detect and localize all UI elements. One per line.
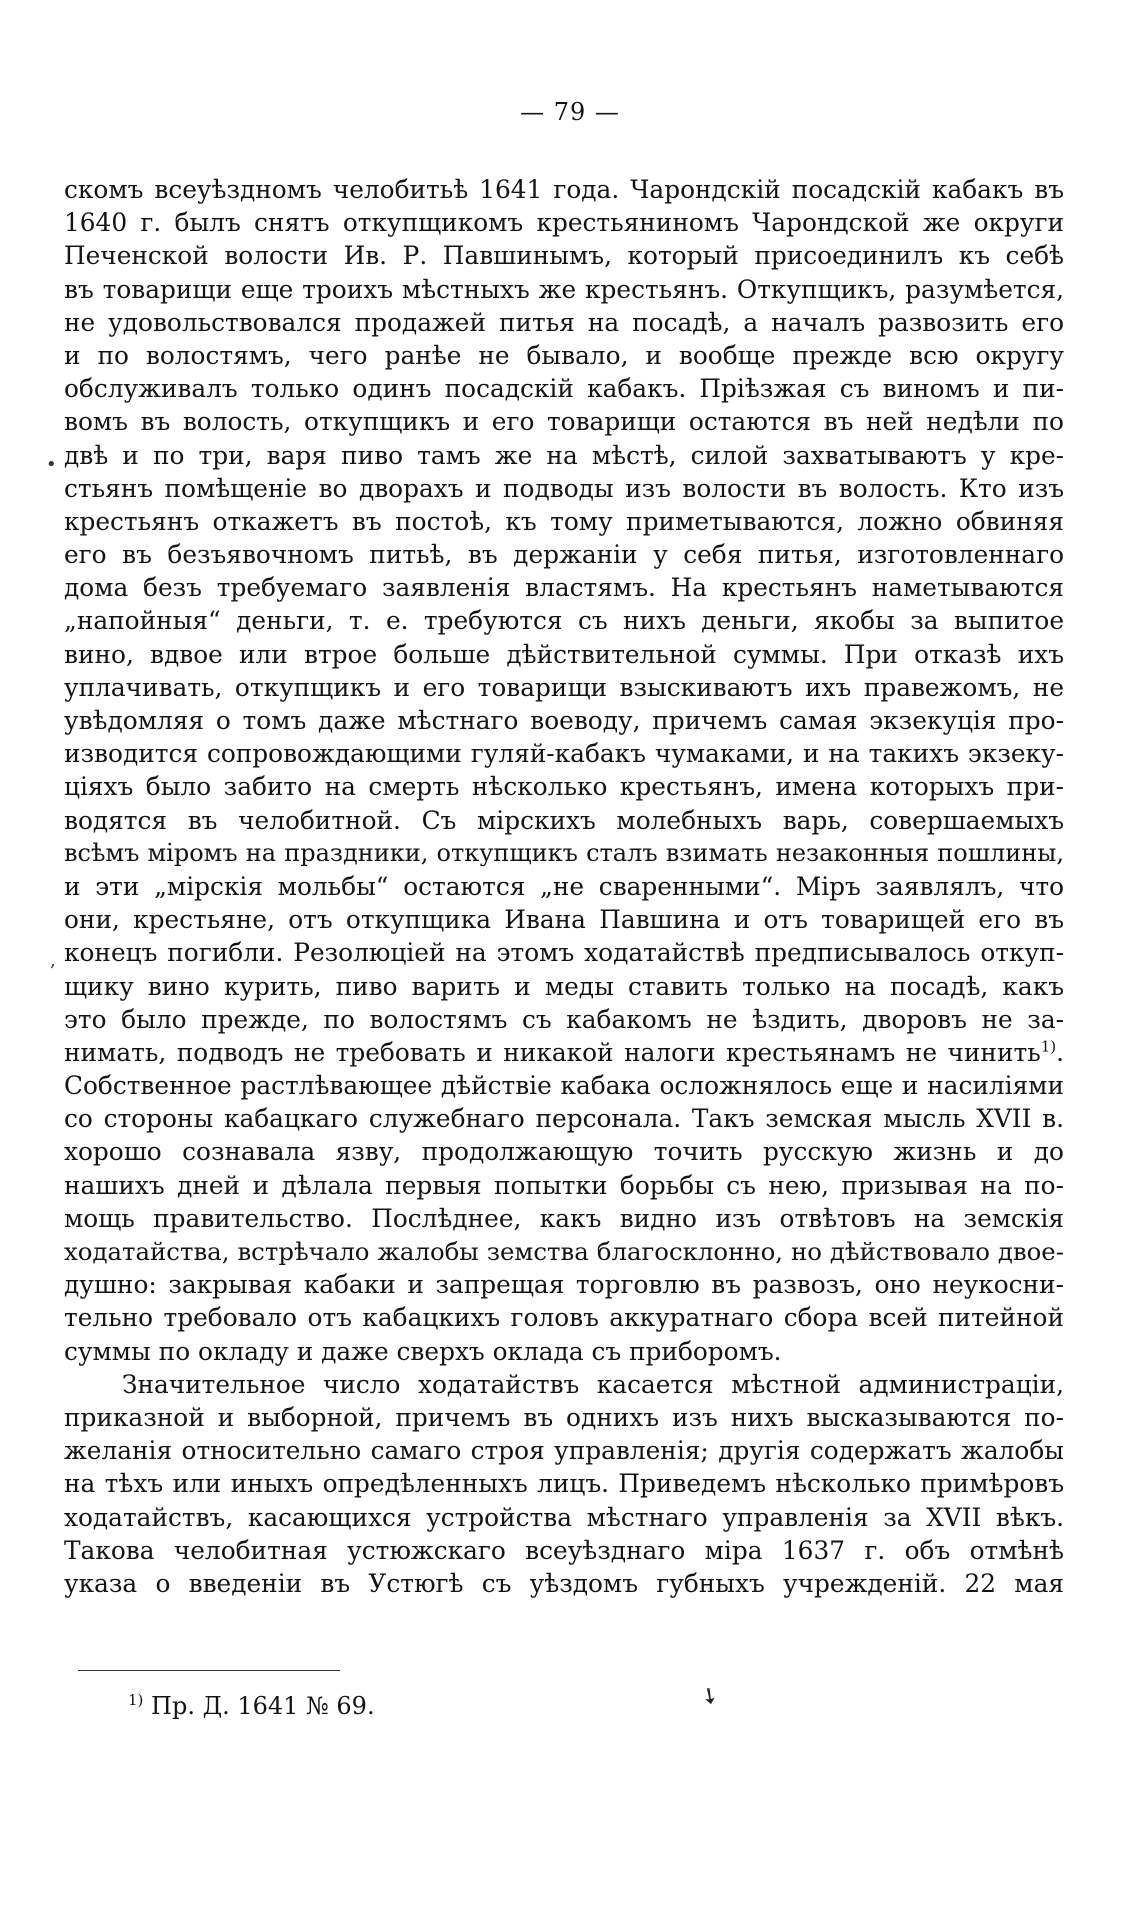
text-line [64, 1401, 1064, 1434]
text-line-tail: . [1056, 1037, 1064, 1067]
text-line-content: водятся въ челобитной. Съ мірскихъ молебныхъ варь, совершаемыхъ [64, 805, 1064, 835]
text-line [64, 1467, 1064, 1500]
text-line [64, 306, 1064, 339]
text-line [64, 206, 1064, 239]
text-line-content: стьянъ помѣщеніе во дворахъ и подводы изъ волости въ волость. Кто изъ [64, 473, 1064, 503]
text-line-content: мощь правительство. Послѣднее, какъ видно изъ отвѣтовъ на земскія [64, 1203, 1064, 1233]
text-line [64, 571, 1064, 604]
text-line [64, 870, 1064, 903]
text-line [64, 1235, 1064, 1268]
text-line-content: со стороны кабацкаго служебнаго персонала. Такъ земская мысль XVII в. [64, 1104, 1064, 1134]
text-line-content: 1640 г. былъ снятъ откупщикомъ крестьяниномъ Чарондской же округи [64, 208, 1064, 238]
text-line [64, 505, 1064, 538]
text-line-content: это было прежде, по волостямъ съ кабакомъ не ѣздить, дворовъ не за- [64, 1004, 1064, 1034]
text-line-content: конецъ погибли. Резолюціей на этомъ ходатайствѣ предписывалось откуп- [64, 938, 1064, 968]
margin-comma-mark: , [50, 950, 56, 971]
text-line-content: дома безъ требуемаго заявленія властямъ. На крестьянъ наметываются [64, 573, 1064, 603]
text-line-content: тельно требовало отъ кабацкихъ головъ аккуратнаго сбора всей питейной [64, 1303, 1064, 1333]
text-line-content: и по волостямъ, чего ранѣе не бывало, и вообще прежде всю округу [64, 340, 1064, 370]
text-line-content: ходатайства, встрѣчало жалобы земства благосклонно, но дѣйствовало двое- [64, 1237, 1064, 1266]
text-line-content: на тѣхъ или иныхъ опредѣленныхъ лицъ. Приведемъ нѣсколько примѣровъ [64, 1469, 1064, 1499]
text-line [64, 472, 1064, 505]
text-line [64, 239, 1064, 272]
text-line [64, 970, 1064, 1003]
text-line-content: Печенской волости Ив. Р. Павшинымъ, который присоединилъ къ себѣ [64, 241, 1064, 271]
text-line-content: и эти „мірскія мольбы“ остаются „не сваренными“. Міръ заявлялъ, что [64, 871, 1064, 901]
text-line-content: всѣмъ міромъ на праздники, откупщикъ сталъ взимать незаконныя пошлины, [64, 838, 1064, 867]
text-line-content: его въ безъявочномъ питьѣ, въ держаніи у себя питья, изготовленнаго [64, 540, 1064, 570]
text-line-content: желанія относительно самаго строя управленія; другія содержатъ жалобы [64, 1436, 1064, 1466]
text-line-content: увѣдомляя о томъ даже мѣстнаго воеводу, причемъ самая экзекуція про- [64, 706, 1064, 735]
text-line [64, 903, 1064, 936]
text-line [64, 837, 1064, 870]
text-line [64, 1003, 1064, 1036]
text-line [64, 1335, 1064, 1368]
text-line [64, 1102, 1064, 1135]
text-line-content: Собственное растлѣвающее дѣйствіе кабака осложнялось еще и насиліями [64, 1071, 1064, 1101]
text-line-content: изводится сопровождающими гуляй-кабакъ чумаками, и на такихъ экзеку- [64, 739, 1064, 769]
text-line [64, 1501, 1064, 1534]
text-line [64, 704, 1064, 737]
text-line [64, 1368, 1064, 1401]
text-line-content: не удовольствовался продажей питья на посадѣ, а началъ развозить его [64, 307, 1064, 337]
page-number: — 79 — [520, 98, 620, 126]
text-line-content: указа о введеніи въ Устюгѣ съ уѣздомъ губныхъ учрежденій. 22 мая [64, 1568, 1064, 1598]
text-line [64, 1268, 1064, 1301]
text-line-content: двѣ и по три, варя пиво тамъ же на мѣстѣ, силой захватываютъ у кре- [64, 440, 1064, 470]
footnote [128, 1690, 375, 1722]
text-line [64, 770, 1064, 803]
text-line [64, 604, 1064, 637]
text-line-content: ціяхъ было забито на смерть нѣсколько крестьянъ, имена которыхъ при- [64, 772, 1064, 802]
text-line [64, 339, 1064, 372]
text-line [64, 1069, 1064, 1102]
text-line [64, 1135, 1064, 1168]
text-line [64, 1301, 1064, 1334]
text-line [64, 372, 1064, 405]
text-line-content: приказной и выборной, причемъ въ однихъ изъ нихъ высказываются по- [64, 1402, 1064, 1432]
text-line-content: „напойныя“ деньги, т. е. требуются съ нихъ деньги, якобы за выпитое [64, 606, 1064, 636]
text-line-content: обслуживалъ только одинъ посадскій кабакъ. Пріѣзжая съ виномъ и пи- [64, 374, 1064, 404]
text-line-content: суммы по окладу и даже сверхъ оклада съ приборомъ. [64, 1336, 782, 1366]
text-line-content: душно: закрывая кабаки и запрещая торговлю въ развозъ, оно неукосни- [64, 1270, 1064, 1300]
footnote-text: Пр. Д. 1641 № 69. [143, 1692, 375, 1720]
text-line-content: щику вино курить, пиво варить и меды ставить только на посадѣ, какъ [64, 971, 1064, 1001]
text-line-content: ходатайствъ, касающихся устройства мѣстнаго управленія за XVII вѣкъ. [64, 1502, 1064, 1532]
footnote-marker: 1) [128, 1691, 144, 1709]
text-line-content: Такова челобитная устюжскаго всеуѣзднаго міра 1637 г. объ отмѣнѣ [64, 1535, 1064, 1565]
text-line-content: скомъ всеуѣздномъ челобитьѣ 1641 года. Чарондскій посадскій кабакъ въ [64, 175, 1064, 204]
text-line [64, 1434, 1064, 1467]
text-line [64, 173, 1064, 206]
text-line [64, 936, 1064, 969]
text-line [64, 538, 1064, 571]
text-line [64, 439, 1064, 472]
text-line-content: они, крестьяне, отъ откупщика Ивана Павшина и отъ товарищей его въ [64, 905, 1064, 935]
text-line-content: вино, вдвое или втрое больше дѣйствительной суммы. При отказѣ ихъ [64, 639, 1064, 669]
text-line-content: въ товарищи еще троихъ мѣстныхъ же крестьянъ. Откупщикъ, разумѣется, [64, 274, 1064, 304]
text-line [64, 1534, 1064, 1567]
text-line [64, 737, 1064, 770]
text-line [64, 405, 1064, 438]
margin-dot-mark: • [46, 454, 57, 475]
text-line-content: хорошо сознавала язву, продолжающую точить русскую жизнь и до [64, 1137, 1064, 1167]
text-line-content: вомъ въ волость, откупщикъ и его товарищи остаются въ ней недѣли по [64, 407, 1064, 437]
text-line [64, 1202, 1064, 1235]
text-line-content: нашихъ дней и дѣлала первыя попытки борьбы съ нею, призывая на по- [64, 1170, 1064, 1200]
stray-arrow-mark: ➘ [694, 1680, 724, 1713]
footnote-reference: 1) [1040, 1037, 1057, 1056]
text-line-content: Значительное число ходатайствъ касается мѣстной администраціи, [122, 1369, 1064, 1399]
text-line-content: крестьянъ откажетъ въ постоѣ, къ тому приметываются, ложно обвиняя [64, 506, 1064, 536]
text-line-content: уплачивать, откупщикъ и его товарищи взыскиваютъ ихъ правежомъ, не [64, 672, 1064, 702]
body-text [64, 173, 1064, 1600]
text-line [64, 1567, 1064, 1600]
text-line [64, 638, 1064, 671]
text-line [64, 1036, 1064, 1069]
footnote-rule [78, 1670, 340, 1671]
text-line-content: нимать, подводъ не требовать и никакой налоги крестьянамъ не чинить [64, 1037, 1041, 1067]
text-line [64, 671, 1064, 704]
text-line [64, 804, 1064, 837]
text-line [64, 273, 1064, 306]
text-line [64, 1169, 1064, 1202]
